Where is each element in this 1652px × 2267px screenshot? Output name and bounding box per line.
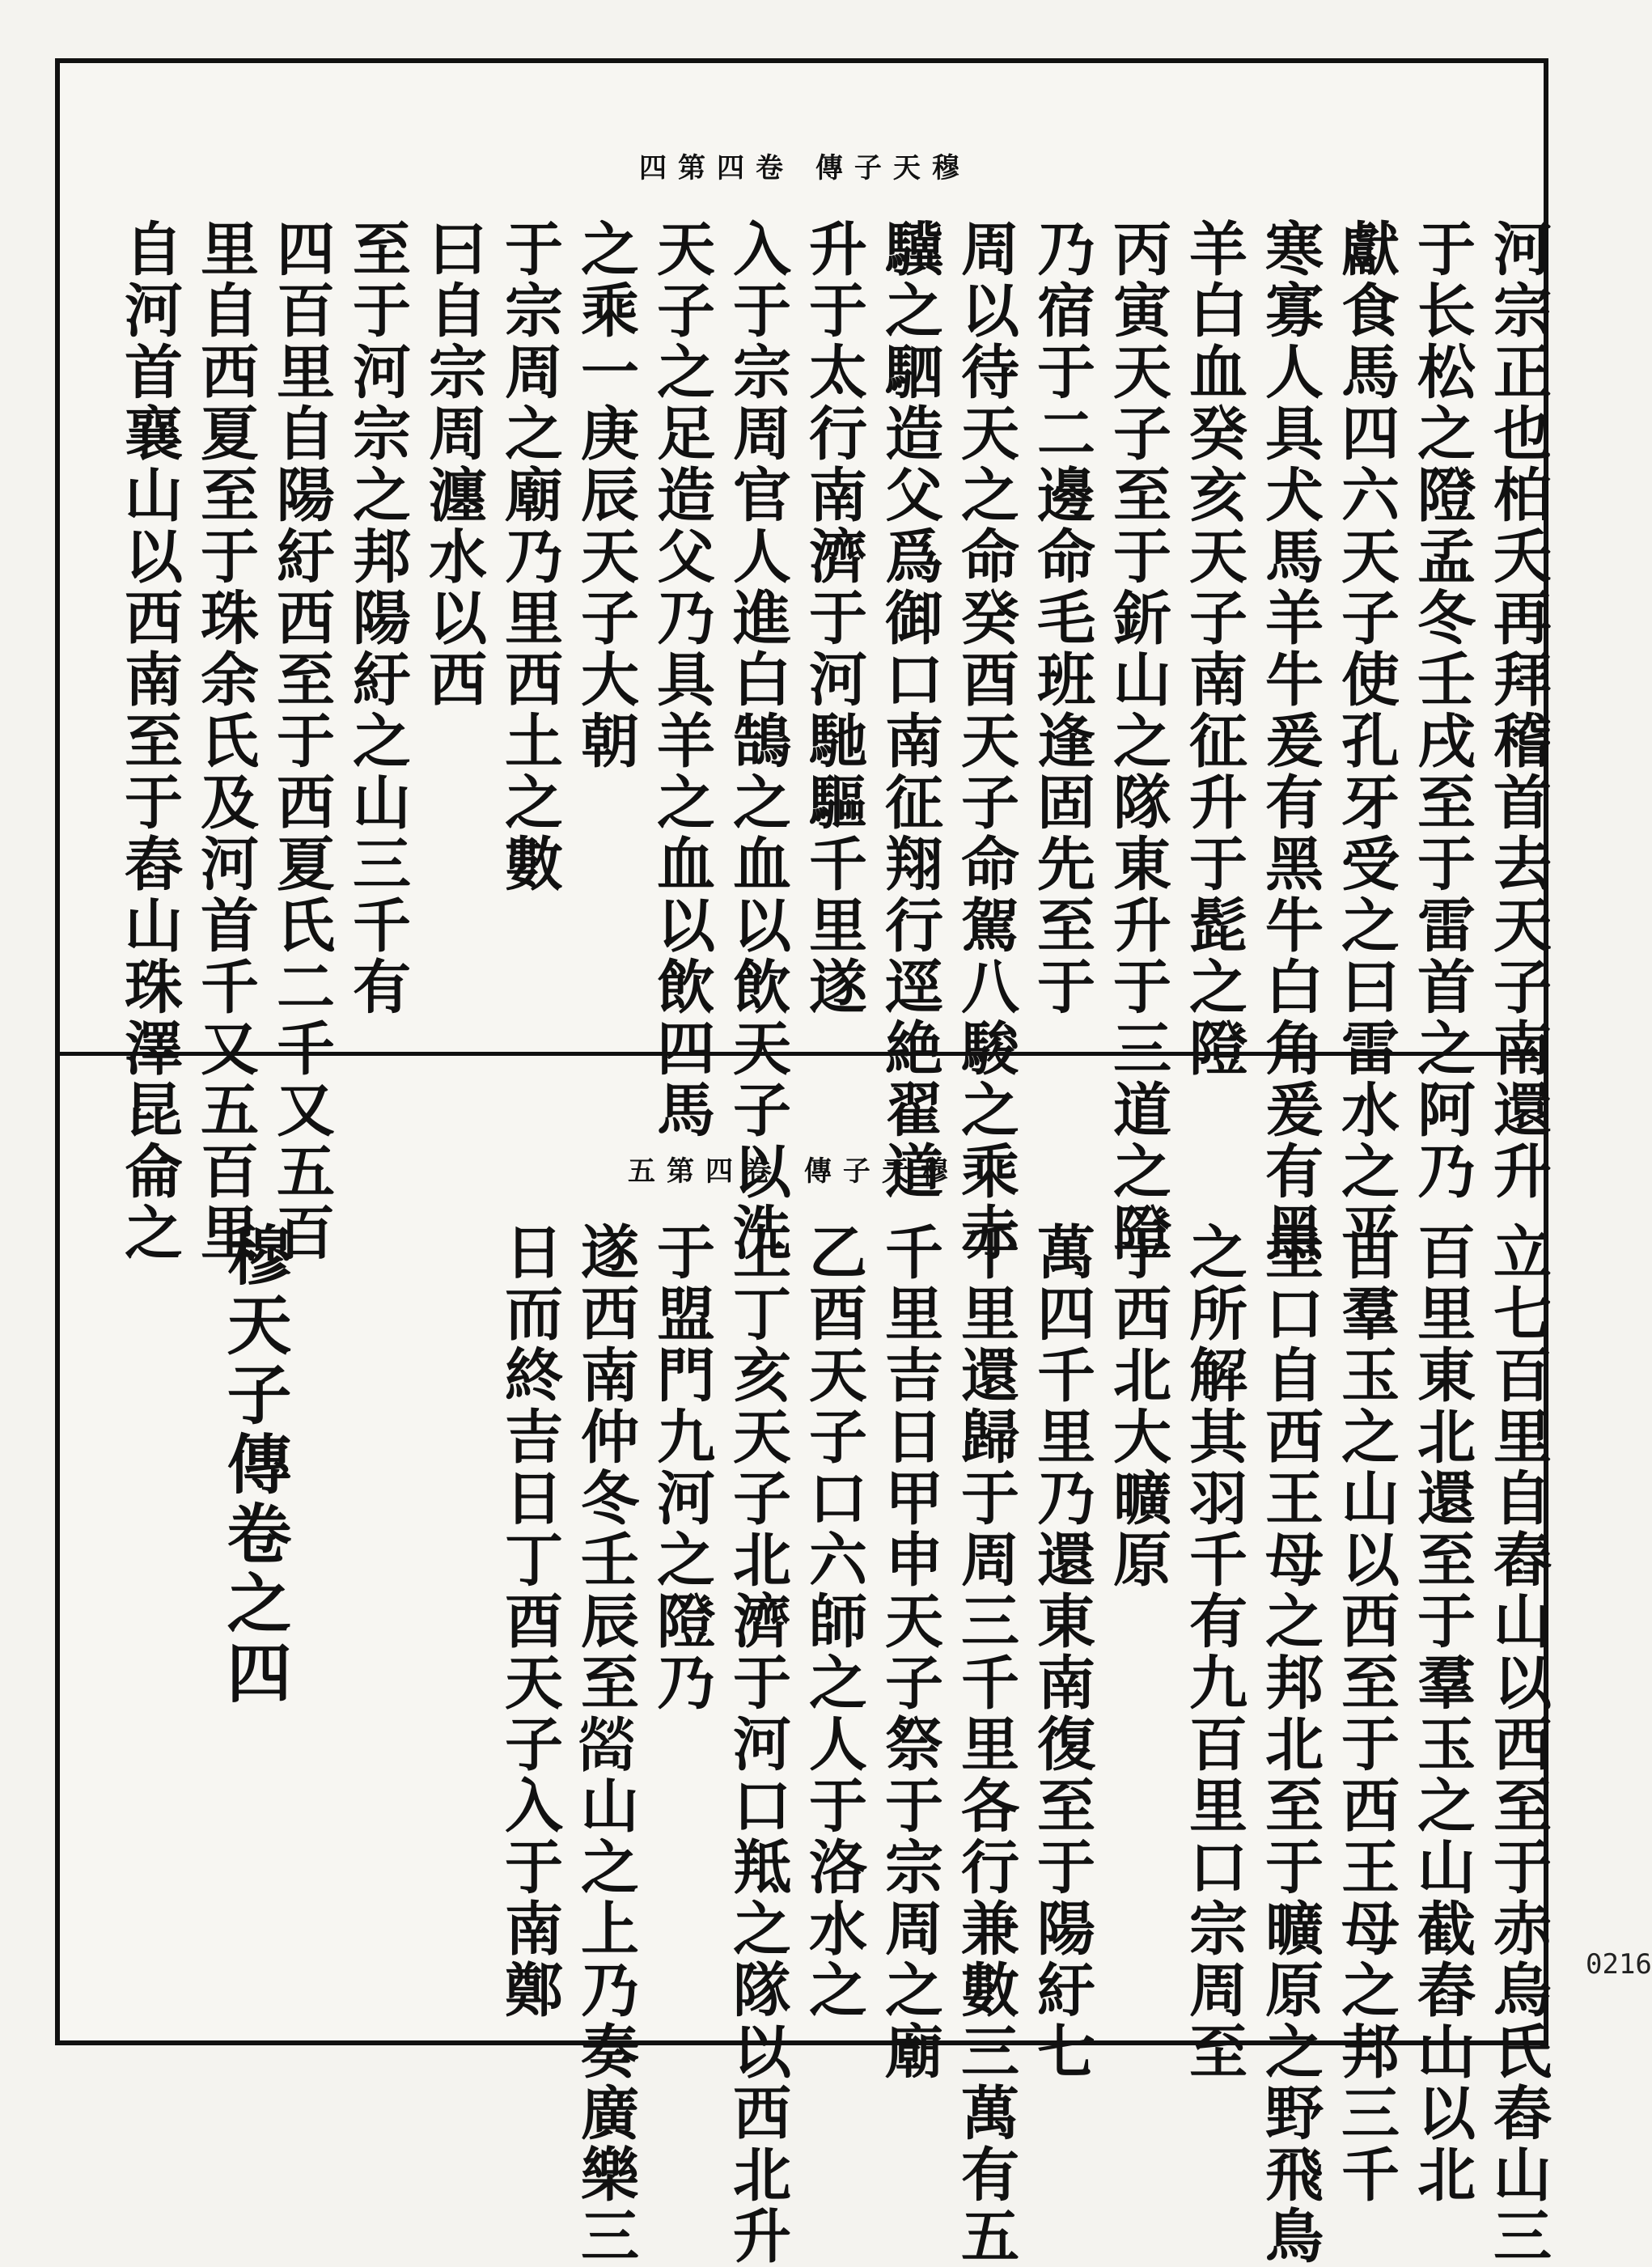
text-column: 羊白血癸亥天子南征升于髭之隥 [1180,218,1248,1079]
text-column: 入于宗周官人進白鵠之血以飲天子以洗 [723,218,792,1264]
text-column: 于长松之隥孟冬壬戌至于雷首之阿乃 [1408,218,1476,1202]
bottom-header: 五第四卷 傳子天穆 [628,1155,959,1188]
text-column: 千里吉日甲申天子祭于宗周之廟 [875,1222,944,2083]
margin-page-number: 0216 [1586,1948,1652,1981]
top-header: 四第四卷 傳子天穆 [639,152,971,184]
text-column: 于西北大曠原 [1103,1222,1172,1591]
text-column: 之所解其羽千有九百里口宗周至 [1180,1222,1248,2083]
text-column: 驥之駟造父爲御口南征翔行逕絶翟道 [875,218,944,1202]
text-column: 里口自西王母之邦北至于曠原之野飛鳥 [1256,1222,1324,2267]
text-column: 寒寡人具犬馬羊牛爰有黑牛白角爰有黑 [1256,218,1324,1264]
text-column: 于宗周之廟乃里西土之數 [495,218,564,895]
text-column: 千里還歸于周三千里各行兼數三萬有五 [951,1222,1020,2267]
text-column: 里自西夏至于珠余氏及河首千又五百里 [191,218,260,1264]
text-column: 自河首襄山以西南至于舂山珠澤昆侖之 [115,218,184,1264]
text-column: 日而終吉日丁酉天子入于南鄭 [495,1222,564,2021]
text-column: 天子之足造父乃具羊之血以飲四馬 [647,218,716,1141]
text-column: 至于河宗之邦陽紆之山三千有 [343,218,412,1018]
text-column: 百里東北還至于羣玉之山截舂山以北 [1408,1222,1476,2206]
text-column: 四百里自陽紆西至于西夏氏二千又五百 [267,218,336,1264]
text-column: 獻食馬四六天子使孔牙受之曰雷水之平 [1332,218,1400,1264]
text-column: 立七百里自舂山以西至于赤烏氏舂山三 [1484,1222,1552,2267]
text-column: 曰自宗周瀍水以西 [419,218,488,710]
text-column: 萬四千里乃還東南復至于陽紆七 [1027,1222,1096,2083]
text-column: 周以待天之命癸酉天子命駕八駿之乘赤 [951,218,1020,1264]
text-column: 上丁亥天子北濟于河口羝之隊以西北升 [723,1222,792,2267]
text-column: 丙寅天子至于釿山之隊東升于三道之隥 [1103,218,1172,1264]
text-column: 遂西南仲冬壬辰至𤍀山之上乃奏廣樂三 [571,1222,640,2267]
text-column: 乃宿于二邊命毛班逢固先至于 [1027,218,1096,1018]
text-column: 乙酉天子口六師之人于洛水之 [799,1222,868,2021]
text-column: 河宗正也柏夭再拜稽首去天子南還升 [1484,218,1552,1202]
text-column: 自羣玉之山以西至于西王母之邦三千 [1332,1222,1400,2206]
text-column: 于盟門九河之隥乃 [647,1222,716,1714]
text-column: 升于太行南濟于河馳驅千里遂 [799,218,868,1018]
text-column: 之乘一庚辰天子大朝 [571,218,640,772]
closing-title: 穆天子傳卷之四 [216,1222,292,1709]
